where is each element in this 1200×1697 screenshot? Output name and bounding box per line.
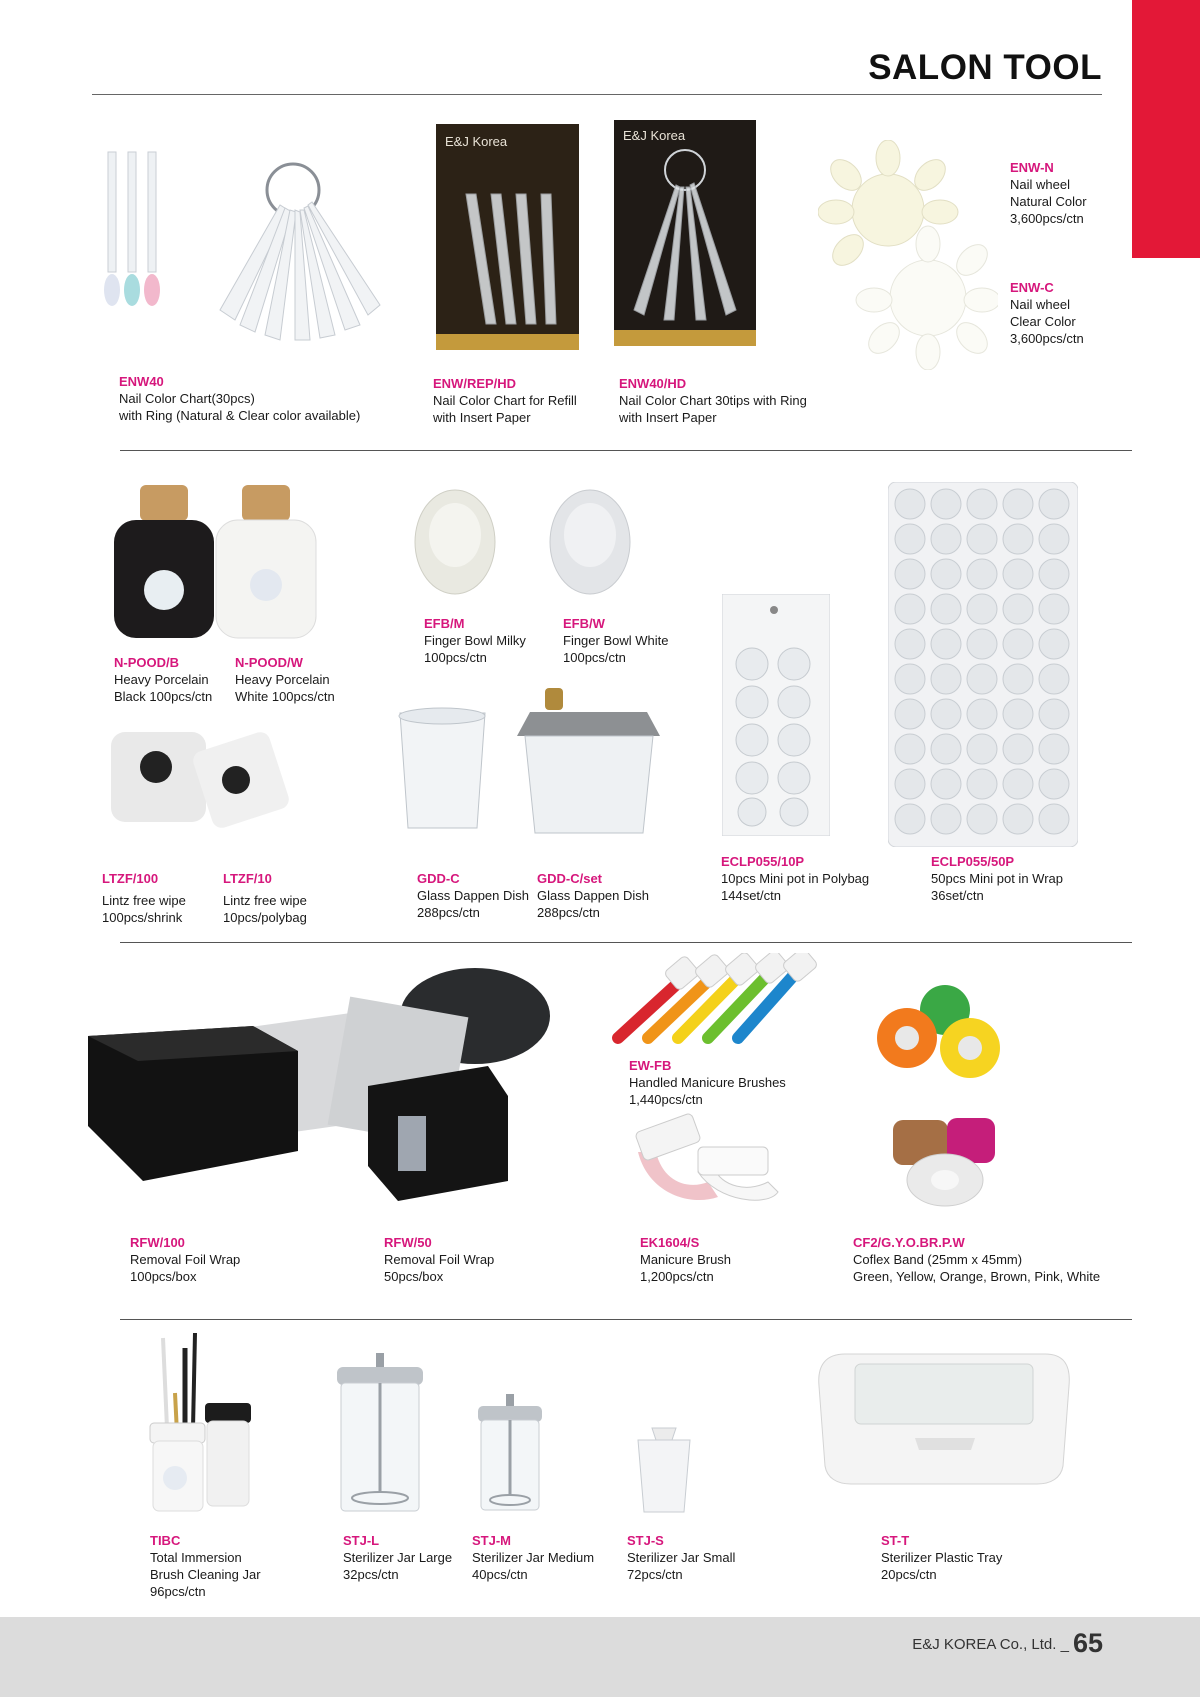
product-desc: White 100pcs/ctn bbox=[235, 689, 335, 704]
mini-pot bbox=[1003, 524, 1033, 554]
product-desc: Heavy Porcelain bbox=[235, 672, 330, 687]
product-desc: Brush Cleaning Jar bbox=[150, 1567, 261, 1582]
product-desc: 100pcs/shrink bbox=[102, 910, 183, 925]
mini-pot bbox=[967, 489, 997, 519]
mini-pot bbox=[895, 769, 925, 799]
mini-pot bbox=[1039, 804, 1069, 834]
product-enw40-hd bbox=[619, 375, 807, 426]
mini-pot bbox=[1039, 524, 1069, 554]
product-desc: Clear Color bbox=[1010, 314, 1076, 329]
manicure-brush-image bbox=[628, 1112, 783, 1208]
product-desc: 10pcs Mini pot in Polybag bbox=[721, 871, 870, 886]
product-desc: 72pcs/ctn bbox=[627, 1567, 683, 1582]
mini-pot bbox=[967, 664, 997, 694]
product-desc: Nail wheel bbox=[1010, 297, 1070, 312]
product-code: N-POOD/W bbox=[235, 655, 303, 670]
product-code: TIBC bbox=[150, 1533, 181, 1548]
product-stj-s bbox=[627, 1532, 735, 1583]
mini-pot bbox=[931, 559, 961, 589]
mini-pot bbox=[1039, 769, 1069, 799]
product-stj-m bbox=[472, 1532, 594, 1583]
product-desc: 1,200pcs/ctn bbox=[640, 1269, 714, 1284]
product-desc: Removal Foil Wrap bbox=[130, 1252, 241, 1267]
mini-pot bbox=[931, 594, 961, 624]
mini-pot bbox=[931, 804, 961, 834]
mini-pot bbox=[1003, 559, 1033, 589]
product-desc: with Insert Paper bbox=[433, 410, 531, 425]
product-code: ECLP055/10P bbox=[721, 854, 805, 869]
product-code: GDD-C/set bbox=[537, 871, 603, 886]
mini-pot bbox=[895, 664, 925, 694]
product-desc: Nail Color Chart 30tips with Ring bbox=[619, 393, 807, 408]
product-n-pood-w bbox=[235, 654, 335, 705]
sterilizer-plastic-tray-image bbox=[815, 1346, 1073, 1486]
product-gdd-c bbox=[417, 870, 529, 921]
product-desc: 1,440pcs/ctn bbox=[629, 1092, 703, 1107]
product-desc: Total Immersion bbox=[150, 1550, 242, 1565]
product-desc: 3,600pcs/ctn bbox=[1010, 331, 1084, 346]
coflex-band-image bbox=[875, 980, 1015, 1210]
product-code: STJ-S bbox=[627, 1533, 664, 1548]
glass-dappen-dish-image bbox=[395, 688, 665, 838]
product-desc: Glass Dappen Dish bbox=[417, 888, 529, 903]
product-desc: Nail wheel bbox=[1010, 177, 1070, 192]
product-desc: 100pcs/ctn bbox=[563, 650, 626, 665]
footer-company: E&J KOREA Co., Ltd. _ bbox=[912, 1636, 1069, 1653]
nail-sticks-image bbox=[100, 150, 172, 320]
sterilizer-jar-small-image bbox=[632, 1426, 696, 1516]
product-desc: Natural Color bbox=[1010, 194, 1087, 209]
product-efb-m bbox=[424, 615, 526, 666]
mini-pot bbox=[967, 734, 997, 764]
product-code: EK1604/S bbox=[640, 1235, 700, 1250]
product-code: ENW-C bbox=[1010, 280, 1054, 295]
product-code: ENW-N bbox=[1010, 160, 1054, 175]
product-desc: 50pcs Mini pot in Wrap bbox=[931, 871, 1063, 886]
product-ltzf-100 bbox=[102, 870, 186, 926]
product-desc: Finger Bowl White bbox=[563, 633, 669, 648]
mini-pot bbox=[1039, 629, 1069, 659]
product-desc: Sterilizer Jar Small bbox=[627, 1550, 736, 1565]
product-code: ST-T bbox=[881, 1533, 910, 1548]
product-desc: 288pcs/ctn bbox=[537, 905, 600, 920]
lint-free-wipe-image bbox=[106, 722, 296, 832]
mini-pot bbox=[1003, 629, 1033, 659]
sterilizer-jar-medium-image bbox=[476, 1394, 544, 1512]
mini-pot bbox=[931, 489, 961, 519]
product-efb-w bbox=[563, 615, 668, 666]
mini-pot-wrap-image bbox=[888, 482, 1078, 847]
product-desc: 100pcs/ctn bbox=[424, 650, 487, 665]
mini-pot bbox=[1039, 734, 1069, 764]
mini-pot bbox=[967, 769, 997, 799]
mini-pot bbox=[967, 629, 997, 659]
product-code: EW-FB bbox=[629, 1058, 672, 1073]
brush-cleaning-jar-image bbox=[145, 1333, 255, 1513]
mini-pot bbox=[1039, 664, 1069, 694]
finger-bowls-image bbox=[410, 480, 635, 600]
nail-chart-refill-box-image bbox=[436, 124, 579, 350]
mini-pot bbox=[895, 524, 925, 554]
product-cf2 bbox=[853, 1234, 1100, 1285]
product-desc: 36set/ctn bbox=[931, 888, 984, 903]
product-code: ENW40/HD bbox=[619, 376, 687, 391]
page-title: SALON TOOL bbox=[868, 48, 1102, 87]
product-code: STJ-M bbox=[472, 1533, 511, 1548]
mini-pot bbox=[931, 664, 961, 694]
product-rfw-100 bbox=[130, 1234, 240, 1285]
product-desc: Nail Color Chart for Refill bbox=[433, 393, 577, 408]
box-brand: E&J Korea bbox=[445, 134, 508, 149]
nail-chart-ring-box-image bbox=[614, 120, 756, 346]
mini-pot bbox=[895, 804, 925, 834]
product-code: GDD-C bbox=[417, 871, 460, 886]
mini-pot bbox=[895, 559, 925, 589]
porcelain-jars-image bbox=[112, 480, 317, 640]
mini-pot bbox=[931, 629, 961, 659]
section-divider bbox=[120, 942, 1132, 943]
product-code: EFB/M bbox=[424, 616, 465, 631]
mini-pot bbox=[1003, 804, 1033, 834]
product-code: RFW/50 bbox=[384, 1235, 432, 1250]
box-brand: E&J Korea bbox=[623, 128, 686, 143]
mini-pot bbox=[1003, 594, 1033, 624]
product-desc: 20pcs/ctn bbox=[881, 1567, 937, 1582]
sterilizer-jar-large-image bbox=[335, 1353, 425, 1513]
product-code: EFB/W bbox=[563, 616, 605, 631]
product-desc: Handled Manicure Brushes bbox=[629, 1075, 786, 1090]
product-ek1604-s bbox=[640, 1234, 731, 1285]
product-desc: Sterilizer Jar Medium bbox=[472, 1550, 595, 1565]
product-enw-n bbox=[1010, 159, 1087, 227]
product-gdd-c-set bbox=[537, 870, 649, 921]
product-code: ECLP055/50P bbox=[931, 854, 1015, 869]
product-desc: Glass Dappen Dish bbox=[537, 888, 649, 903]
mini-pot-polybag-image bbox=[722, 594, 830, 836]
mini-pot bbox=[895, 699, 925, 729]
mini-pot bbox=[895, 734, 925, 764]
page-number: 65 bbox=[1072, 1628, 1103, 1658]
product-n-pood-b bbox=[114, 654, 212, 705]
handled-manicure-brushes-image bbox=[608, 953, 823, 1048]
product-desc: Finger Bowl Milky bbox=[424, 633, 526, 648]
mini-pot bbox=[1039, 559, 1069, 589]
mini-pot bbox=[967, 804, 997, 834]
product-code: LTZF/100 bbox=[102, 871, 159, 886]
mini-pot bbox=[1039, 489, 1069, 519]
product-desc: Heavy Porcelain bbox=[114, 672, 209, 687]
product-desc: Coflex Band (25mm x 45mm) bbox=[853, 1252, 1023, 1267]
mini-pot bbox=[931, 734, 961, 764]
mini-pot bbox=[1039, 594, 1069, 624]
product-desc: Sterilizer Plastic Tray bbox=[881, 1550, 1003, 1565]
section-divider bbox=[120, 450, 1132, 451]
section-divider bbox=[120, 1319, 1132, 1320]
mini-pot bbox=[1003, 664, 1033, 694]
product-desc: 3,600pcs/ctn bbox=[1010, 211, 1084, 226]
product-ew-fb bbox=[629, 1057, 786, 1108]
product-desc: 288pcs/ctn bbox=[417, 905, 480, 920]
product-desc: with Ring (Natural & Clear color available) bbox=[119, 408, 361, 423]
product-desc: Nail Color Chart(30pcs) bbox=[119, 391, 255, 406]
nail-wheel-image bbox=[818, 140, 998, 370]
product-desc: 96pcs/ctn bbox=[150, 1584, 206, 1599]
product-enw40 bbox=[119, 373, 360, 424]
product-enw-c bbox=[1010, 279, 1084, 347]
product-code: RFW/100 bbox=[130, 1235, 185, 1250]
product-desc: Removal Foil Wrap bbox=[384, 1252, 495, 1267]
product-stj-l bbox=[343, 1532, 452, 1583]
product-eclp055-10p bbox=[721, 853, 869, 904]
product-desc: Green, Yellow, Orange, Brown, Pink, White bbox=[853, 1269, 1101, 1284]
mini-pot bbox=[1003, 734, 1033, 764]
mini-pot bbox=[895, 489, 925, 519]
product-st-t bbox=[881, 1532, 1002, 1583]
mini-pot bbox=[931, 699, 961, 729]
mini-pot bbox=[1003, 699, 1033, 729]
mini-pot bbox=[967, 559, 997, 589]
product-code: LTZF/10 bbox=[223, 871, 272, 886]
product-desc: Lintz free wipe bbox=[102, 893, 186, 908]
product-code: STJ-L bbox=[343, 1533, 380, 1548]
product-desc: 144set/ctn bbox=[721, 888, 781, 903]
mini-pot bbox=[967, 524, 997, 554]
mini-pot bbox=[931, 524, 961, 554]
product-code: ENW/REP/HD bbox=[433, 376, 517, 391]
product-desc: with Insert Paper bbox=[619, 410, 717, 425]
mini-pot bbox=[967, 594, 997, 624]
product-code: ENW40 bbox=[119, 374, 164, 389]
product-desc: Black 100pcs/ctn bbox=[114, 689, 213, 704]
product-eclp055-50p bbox=[931, 853, 1063, 904]
mini-pot bbox=[967, 699, 997, 729]
product-desc: 50pcs/box bbox=[384, 1269, 444, 1284]
product-enw-rep-hd bbox=[433, 375, 577, 426]
product-desc: 40pcs/ctn bbox=[472, 1567, 528, 1582]
mini-pot bbox=[931, 769, 961, 799]
chapter-tab bbox=[1132, 0, 1200, 258]
product-code: CF2/G.Y.O.BR.P.W bbox=[853, 1235, 965, 1250]
nail-color-chart-ring-image bbox=[200, 160, 400, 345]
product-desc: 32pcs/ctn bbox=[343, 1567, 399, 1582]
product-code: N-POOD/B bbox=[114, 655, 179, 670]
mini-pot bbox=[1003, 489, 1033, 519]
product-ltzf-10 bbox=[223, 870, 307, 926]
mini-pot bbox=[895, 629, 925, 659]
mini-pot bbox=[1003, 769, 1033, 799]
product-desc: Manicure Brush bbox=[640, 1252, 732, 1267]
removal-foil-wrap-image bbox=[88, 966, 578, 1206]
product-tibc bbox=[150, 1532, 261, 1600]
product-desc: Sterilizer Jar Large bbox=[343, 1550, 453, 1565]
product-desc: Lintz free wipe bbox=[223, 893, 307, 908]
product-desc: 10pcs/polybag bbox=[223, 910, 307, 925]
product-rfw-50 bbox=[384, 1234, 494, 1285]
mini-pot bbox=[895, 594, 925, 624]
footer bbox=[912, 1628, 1103, 1659]
mini-pot bbox=[1039, 699, 1069, 729]
title-divider bbox=[92, 94, 1102, 95]
product-desc: 100pcs/box bbox=[130, 1269, 197, 1284]
